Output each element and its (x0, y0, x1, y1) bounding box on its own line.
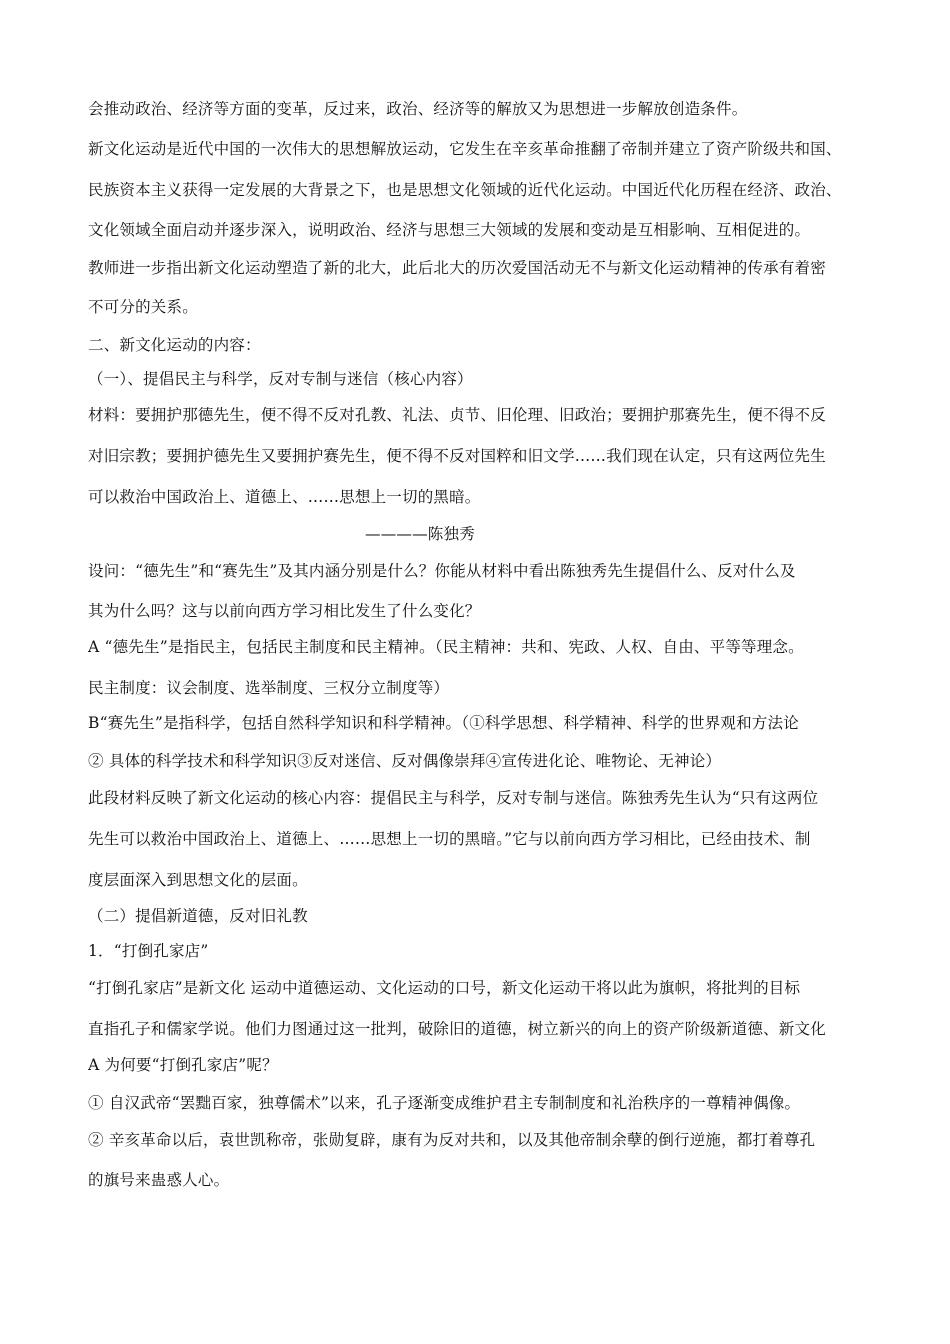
list-heading: 1．“打倒孔家店” (88, 942, 209, 960)
paragraph-line: 会推动政治、经济等方面的变革，反过来，政治、经济等的解放又为思想进一步解放创造条件。 (88, 100, 748, 118)
paragraph-line: 的旗号来蛊惑人心。 (88, 1171, 230, 1189)
paragraph-line: “打倒孔家店”是新文化 运动中道德运动、文化运动的口号，新文化运动干将以此为旗帜，将批判的目标 (88, 979, 801, 997)
paragraph-line: B“赛先生”是指科学，包括自然科学知识和科学精神。（①科学思想、科学精神、科学的世界观和方法论 (88, 714, 799, 732)
quote-attribution: ————陈独秀 (365, 525, 475, 543)
paragraph-line: 教师进一步指出新文化运动塑造了新的北大，此后北大的历次爱国活动无不与新文化运动精神的传承有着密 (88, 259, 826, 277)
paragraph-line: 文化领域全面启动并逐步深入，说明政治、经济与思想三大领域的发展和变动是互相影响、互相促进的。 (88, 221, 811, 239)
paragraph-line: ② 辛亥革命以后，袁世凯称帝，张勋复辟，康有为反对共和，以及其他帝制余孽的倒行逆施，都打着尊孔 (88, 1131, 816, 1149)
paragraph-line: 民族资本主义获得一定发展的大背景之下，也是思想文化领域的近代化运动。中国近代化历程在经济、政治、 (88, 181, 842, 199)
paragraph-line: 不可分的关系。 (88, 298, 198, 316)
paragraph-line: 度层面深入到思想文化的层面。 (88, 871, 308, 889)
paragraph-line: 民主制度：议会制度、选举制度、三权分立制度等） (88, 679, 450, 697)
paragraph-line: 新文化运动是近代中国的一次伟大的思想解放运动，它发生在辛亥革命推翻了帝制并建立了资产阶级共和国、 (88, 140, 842, 158)
paragraph-line: 此段材料反映了新文化运动的核心内容：提倡民主与科学，反对专制与迷信。陈独秀先生认为“只有这两位 (88, 789, 819, 807)
paragraph-line: 材料：要拥护那德先生，便不得不反对孔教、礼法、贞节、旧伦理、旧政治；要拥护那赛先生，便不得不反 (88, 406, 826, 424)
subsection-heading: （二）提倡新道德，反对旧礼教 (88, 907, 308, 925)
paragraph-line: ② 具体的科学技术和科学知识③反对迷信、反对偶像崇拜④宣传进化论、唯物论、无神论） (88, 752, 722, 770)
paragraph-line: 直指孔子和儒家学说。他们力图通过这一批判，破除旧的道德，树立新兴的向上的资产阶级新道德、新文化 (88, 1020, 826, 1038)
subsection-heading: （一）、提倡民主与科学，反对专制与迷信（核心内容） (88, 370, 473, 388)
paragraph-line: 先生可以救治中国政治上、道德上、……思想上一切的黑暗。”它与以前向西方学习相比，已经由技术、制 (88, 830, 811, 848)
paragraph-line: 设问：“德先生”和“赛先生”及其内涵分别是什么？你能从材料中看出陈独秀先生提倡什么、反对什么及 (88, 562, 796, 580)
paragraph-line: A 为何要“打倒孔家店”呢？ (88, 1056, 278, 1074)
paragraph-line: ① 自汉武帝“罢黜百家，独尊儒术”以来，孔子逐渐变成维护君主专制制度和礼治秩序的一尊精神偶像。 (88, 1094, 801, 1112)
paragraph-line: 其为什么吗？这与以前向西方学习相比发生了什么变化？ (88, 602, 481, 620)
paragraph-line: 可以救治中国政治上、道德上、……思想上一切的黑暗。 (88, 488, 481, 506)
paragraph-line: A “德先生”是指民主，包括民主制度和民主精神。（民主精神：共和、宪政、人权、自由、平等等理念。 (88, 638, 804, 656)
paragraph-line: 对旧宗教；要拥护德先生又要拥护赛先生，便不得不反对国粹和旧文学……我们现在认定，只有这两位先生 (88, 447, 826, 465)
section-heading: 二、新文化运动的内容： (88, 336, 261, 354)
